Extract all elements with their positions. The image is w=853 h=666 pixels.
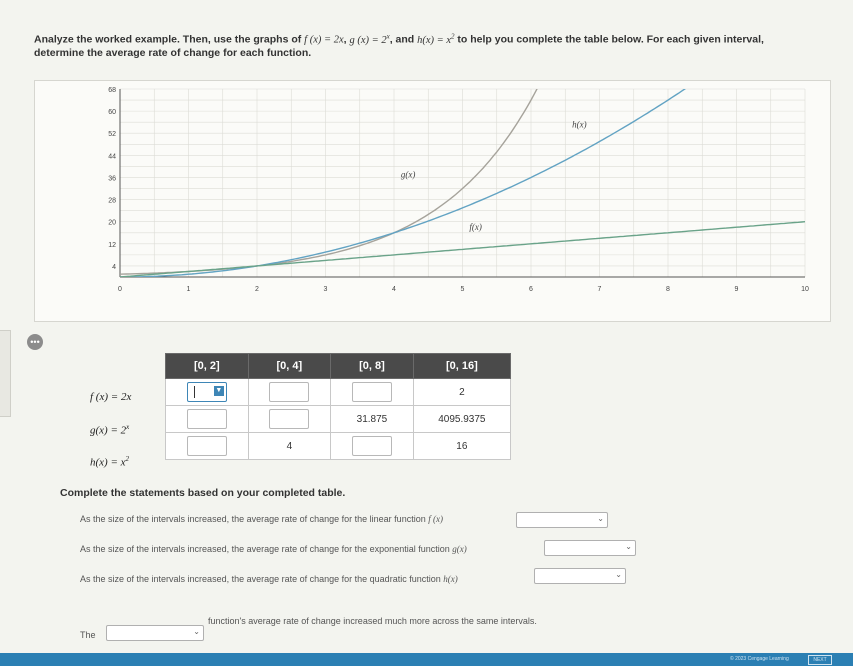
curve-annotation: f(x) xyxy=(469,222,482,232)
graph-panel xyxy=(34,80,831,322)
footer-bar xyxy=(0,653,853,666)
value-g-0-8: 31.875 xyxy=(331,406,414,433)
answer-input-g-0-4[interactable] xyxy=(269,409,309,429)
statements-title: Complete the statements based on your completed table. xyxy=(60,487,346,499)
dropdown-arrow-icon[interactable]: ▼ xyxy=(215,387,223,394)
x-tick-label: 8 xyxy=(666,286,670,293)
table-header-row xyxy=(166,354,511,379)
chevron-down-icon: ⌄ xyxy=(615,570,622,579)
g-definition: g $(x) = 2^x$ xyxy=(349,32,390,46)
table-row xyxy=(166,379,511,406)
row-label-f: f (x) = 2x xyxy=(90,391,132,403)
x-tick-label: 2 xyxy=(255,286,259,293)
x-tick-label: 4 xyxy=(392,286,396,293)
x-tick-label: 7 xyxy=(597,286,602,293)
copyright-text: © 2023 Cengage Learning xyxy=(730,656,789,662)
instructions-line-1: Analyze the worked example. Then, use the graphs of f (x) = 2x, g $(x) = 2^x$, and $h(x) = x^2$ to help you complete the table below. For each given interval, xyxy=(34,32,764,46)
function-graph xyxy=(35,81,830,321)
statement-comparison-prefix: The xyxy=(80,630,96,640)
answer-input-f-0-8[interactable] xyxy=(352,382,392,402)
value-h-0-16: 16 xyxy=(413,433,510,460)
curve-annotation: g(x) xyxy=(400,169,416,180)
instructions xyxy=(34,30,834,60)
value-g-0-16: 4095.9375 xyxy=(413,406,510,433)
y-tick-label: 52 xyxy=(108,131,116,139)
answer-input-f-0-2[interactable] xyxy=(187,382,227,402)
statement-linear: As the size of the intervals increased, the average rate of change for the linear function f (x) xyxy=(80,514,443,524)
f-definition: f (x) = 2x xyxy=(304,34,344,46)
next-button[interactable]: NEXT xyxy=(808,655,832,665)
answer-input-f-0-4[interactable] xyxy=(269,382,309,402)
y-tick-label: 12 xyxy=(108,241,116,249)
comparison-function-select[interactable] xyxy=(106,625,204,641)
curve-annotation: h(x) xyxy=(572,119,587,130)
x-tick-label: 3 xyxy=(323,286,328,293)
answer-input-h-0-8[interactable] xyxy=(352,436,392,456)
h-definition: $h(x) = x^2$ xyxy=(417,32,455,46)
statement-exponential: As the size of the intervals increased, the average rate of change for the exponential function g(x) xyxy=(80,544,467,554)
header-interval-0-8: [0, 8] xyxy=(331,354,414,379)
value-f-0-16: 2 xyxy=(413,379,510,406)
row-label-h: $h(x) = x^2$ xyxy=(90,455,130,469)
row-label-g: $g(x) = 2^x$ xyxy=(90,423,130,437)
rate-of-change-table xyxy=(165,353,511,460)
quadratic-statement-select[interactable] xyxy=(534,568,626,584)
chevron-down-icon: ⌄ xyxy=(193,627,200,636)
y-tick-label: 44 xyxy=(108,153,116,161)
linear-statement-select[interactable] xyxy=(516,512,608,528)
chevron-down-icon: ⌄ xyxy=(625,542,632,551)
x-tick-label: 6 xyxy=(529,286,533,293)
x-tick-label: 1 xyxy=(186,286,191,293)
y-tick-label: 20 xyxy=(108,219,116,227)
table-row xyxy=(166,433,511,460)
x-tick-label: 0 xyxy=(118,286,122,293)
y-tick-label: 60 xyxy=(108,109,116,117)
header-interval-0-16: [0, 16] xyxy=(413,354,510,379)
dots-icon[interactable]: ••• xyxy=(27,334,43,350)
header-interval-0-4: [0, 4] xyxy=(248,354,331,379)
answer-input-h-0-2[interactable] xyxy=(187,436,227,456)
statement-quadratic: As the size of the intervals increased, the average rate of change for the quadratic function h(x) xyxy=(80,574,458,584)
y-tick-label: 28 xyxy=(108,197,116,205)
x-tick-label: 9 xyxy=(734,286,739,293)
chevron-down-icon: ⌄ xyxy=(597,514,604,523)
instructions-line-2: determine the average rate of change for each function. xyxy=(34,46,312,59)
answer-input-g-0-2[interactable] xyxy=(187,409,227,429)
statement-comparison-suffix: function's average rate of change increased much more across the same intervals. xyxy=(208,616,537,626)
y-tick-label: 36 xyxy=(108,175,116,183)
x-tick-label: 5 xyxy=(460,286,465,293)
table-row xyxy=(166,406,511,433)
x-tick-label: 10 xyxy=(801,286,809,293)
header-interval-0-2: [0, 2] xyxy=(166,354,249,379)
exponential-statement-select[interactable] xyxy=(544,540,636,556)
y-tick-label: 4 xyxy=(112,263,116,271)
value-h-0-4: 4 xyxy=(248,433,331,460)
y-tick-label: 68 xyxy=(108,87,116,94)
side-drawer-tab[interactable] xyxy=(0,330,11,417)
